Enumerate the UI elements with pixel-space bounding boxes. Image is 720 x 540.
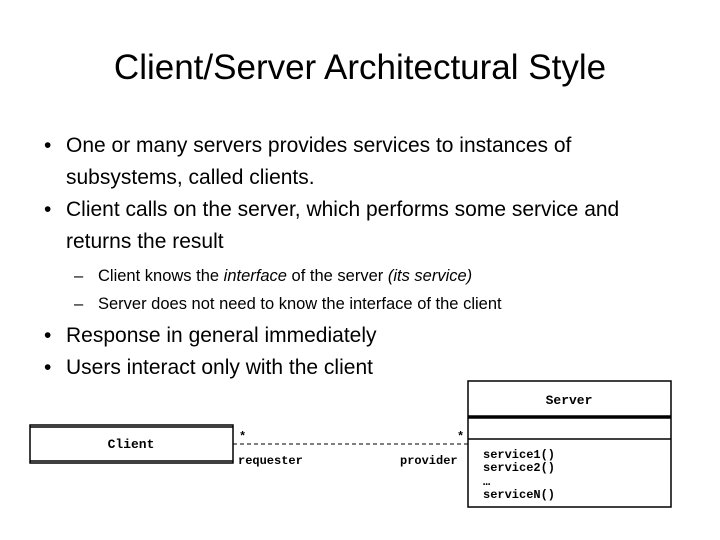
bullet-text: Client calls on the server, which performs some service and returns the result [66, 198, 620, 253]
sub-bullet-emphasis: interface [223, 267, 287, 285]
server-operation: service1() [483, 448, 556, 462]
sub-bullet-text: Server does not need to know the interface of the client [98, 295, 502, 313]
client-class-box [30, 425, 233, 463]
sub-bullet-emphasis: (its service) [387, 267, 473, 285]
client-class-name: Client [107, 437, 155, 452]
bullet-dot: • [44, 324, 52, 347]
sub-bullet-dash: – [74, 267, 84, 285]
bullet-dot: • [44, 134, 52, 157]
server-operation: service2() [483, 461, 556, 475]
slide-title: Client/Server Architectural Style [113, 48, 607, 87]
sub-bullet-dash: – [74, 295, 84, 313]
server-multiplicity: * [457, 430, 465, 444]
requester-role: requester [238, 454, 303, 468]
server-operation: serviceN() [483, 488, 556, 502]
client-multiplicity: * [239, 430, 247, 444]
sub-bullet-text-part: of the server [286, 267, 388, 285]
bullet-dot: • [44, 356, 52, 379]
server-class-name: Server [545, 393, 593, 408]
bullet-dot: • [44, 198, 52, 221]
provider-role: provider [400, 454, 458, 468]
bullet-text: Users interact only with the client [66, 356, 373, 379]
server-class-box [468, 381, 671, 507]
bullet-text: Response in general immediately [66, 324, 377, 347]
bullet-text: One or many servers provides services to instances of subsystems, called clients. [66, 134, 572, 189]
server-operation-ellipsis: … [483, 475, 491, 489]
sub-bullet-text-part: Client knows the [98, 267, 224, 285]
